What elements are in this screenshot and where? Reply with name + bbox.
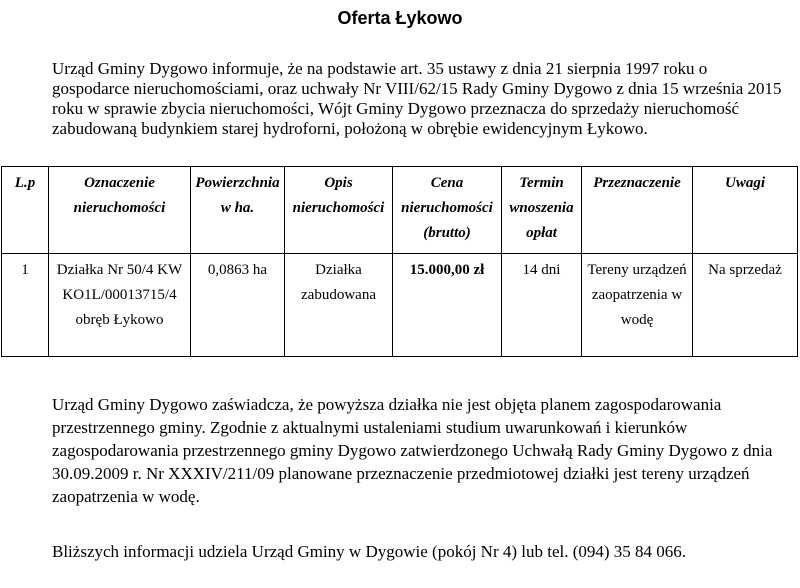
cell-termin: 14 dni — [502, 254, 582, 357]
header-opis: Opis nieruchomości — [285, 167, 393, 254]
header-lp: L.p — [2, 167, 49, 254]
document-title: Oferta Łykowo — [337, 8, 463, 28]
table-row — [2, 254, 798, 357]
cell-powierzchnia: 0,0863 ha — [191, 254, 285, 357]
offer-table — [1, 166, 798, 357]
cell-uwagi: Na sprzedaż — [693, 254, 798, 357]
intro-paragraph: Urząd Gminy Dygowo informuje, że na podstawie art. 35 ustawy z dnia 21 sierpnia 1997 roku o gospodarce nieruchomościami, oraz uchwały Nr VIII/62/15 Rady Gminy Dygowo z dnia 15 września 2015 roku w sprawie zbycia nieruchomości, Wójt Gminy Dygowo przeznacza do sprzedaży nieruchomość zabudowaną budynkiem starej hydroforni, położoną w obrębie ewidencyjnym Łykowo. — [52, 59, 782, 138]
header-przeznaczenie: Przeznaczenie — [582, 167, 693, 254]
header-powierzchnia: Powierzchnia w ha. — [191, 167, 285, 254]
cell-opis: Działka zabudowana — [285, 254, 393, 357]
cell-przeznaczenie: Tereny urządzeń zaopatrzenia w wodę — [582, 254, 693, 357]
header-cena: Cena nieruchomości (brutto) — [393, 167, 502, 254]
header-oznaczenie: Oznaczenie nieruchomości — [49, 167, 191, 254]
header-uwagi: Uwagi — [693, 167, 798, 254]
cell-lp: 1 — [2, 254, 49, 357]
zoning-paragraph: Urząd Gminy Dygowo zaświadcza, że powyższa działka nie jest objęta planem zagospodarowania przestrzennego gminy. Zgodnie z aktualnymi ustaleniami studium uwarunkowań i kierunków zagospodarowania przestrzennego gminy Dygowo zatwierdzonego Uchwałą Rady Gminy Dygowo z dnia 30.09.2009 r. Nr XXXIV/211/09 planowane przeznaczenie przedmiotowej działki jest tereny urządzeń zaopatrzenia w wodę. — [52, 395, 773, 506]
contact-info: Bliższych informacji udziela Urząd Gminy w Dygowie (pokój Nr 4) lub tel. (094) 35 84 066. — [52, 542, 687, 561]
header-termin: Termin wnoszenia opłat — [502, 167, 582, 254]
table-header-row — [2, 167, 798, 254]
cell-oznaczenie: Działka Nr 50/4 KW KO1L/00013715/4 obręb Łykowo — [49, 254, 191, 357]
cell-cena: 15.000,00 zł — [393, 254, 502, 357]
